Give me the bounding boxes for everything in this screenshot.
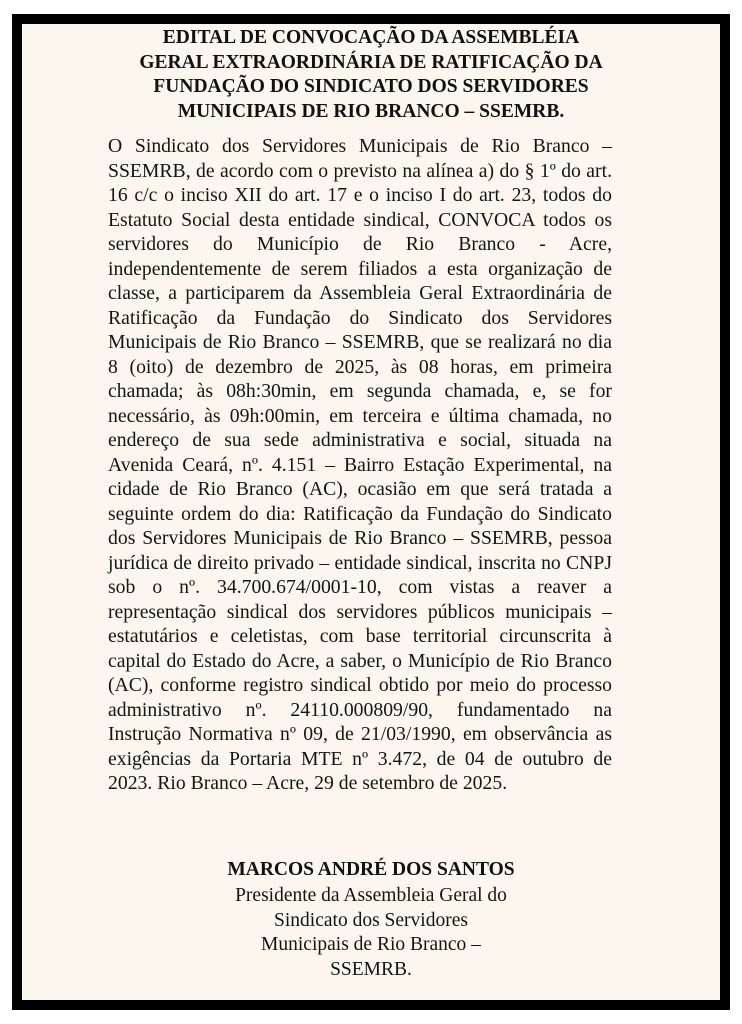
title-line: MUNICIPAIS DE RIO BRANCO – SSEMRB. xyxy=(177,100,565,122)
signer-role-line: Municipais de Rio Branco – xyxy=(261,934,481,955)
notice-body: O Sindicato dos Servidores Municipais de Rio Branco – SSEMRB, de acordo com o previsto na alínea a) do § 1º do art. 16 c/c o inciso XII do art. 17 e o inciso I do art. 23, todos do Estatuto Social desta entidade sindical, CONVOCA todos os servidores do Município de Rio Branco - Acre, independentemente de serem filiados a esta organização de classe, a participarem da Assembleia Geral Extraordinária de Ratificação da Fundação do Sindicato dos Servidores Municipais de Rio Branco – SSEMRB, que se realizará no dia 8 (oito) de dezembro de 2025, às 08 horas, em primeira chamada; às 08h:30min, em segunda chamada, e, se for necessário, às 09h:00min, em terceira e última chamada, no endereço de sua sede administrativa e social, situada na Avenida Ceará, nº. 4.151 – Bairro Estação Experimental, na cidade de Rio Branco (AC), ocasião em que será tratada a seguinte ordem do dia: Ratificação da Fundação do Sindicato dos Servidores Municipais de Rio Branco – SSEMRB, pessoa jurídica de direito privado – entidade sindical, inscrita no CNPJ sob o nº. 34.700.674/0001-10, com vistas a reaver a representação sindical dos servidores públicos municipais – estatutários e celetistas, com base territorial circunscrita à capital do Estado do Acre, a saber, o Município de Rio Branco (AC), conforme registro sindical obtido por meio do processo administrativo nº. 24110.000809/90, fundamentado na Instrução Normativa nº 09, de 21/03/1990, em observância as exigências da Portaria MTE nº 3.472, de 04 de outubro de 2023. Rio Branco – Acre, 29 de setembro de 2025. xyxy=(108,135,612,794)
signer-role xyxy=(0,884,742,982)
signer-role-line: SSEMRB. xyxy=(330,958,412,980)
signer-role-line: Presidente da Assembleia Geral do xyxy=(235,885,507,906)
notice-title xyxy=(0,26,742,124)
title-line: FUNDAÇÃO DO SINDICATO DOS SERVIDORES xyxy=(153,76,589,97)
signer-name: MARCOS ANDRÉ DOS SANTOS xyxy=(227,859,515,880)
title-line: EDITAL DE CONVOCAÇÃO DA ASSEMBLÉIA xyxy=(162,27,580,48)
title-line: GERAL EXTRAORDINÁRIA DE RATIFICAÇÃO DA xyxy=(139,51,603,73)
signer-role-line: Sindicato dos Servidores xyxy=(274,909,468,931)
